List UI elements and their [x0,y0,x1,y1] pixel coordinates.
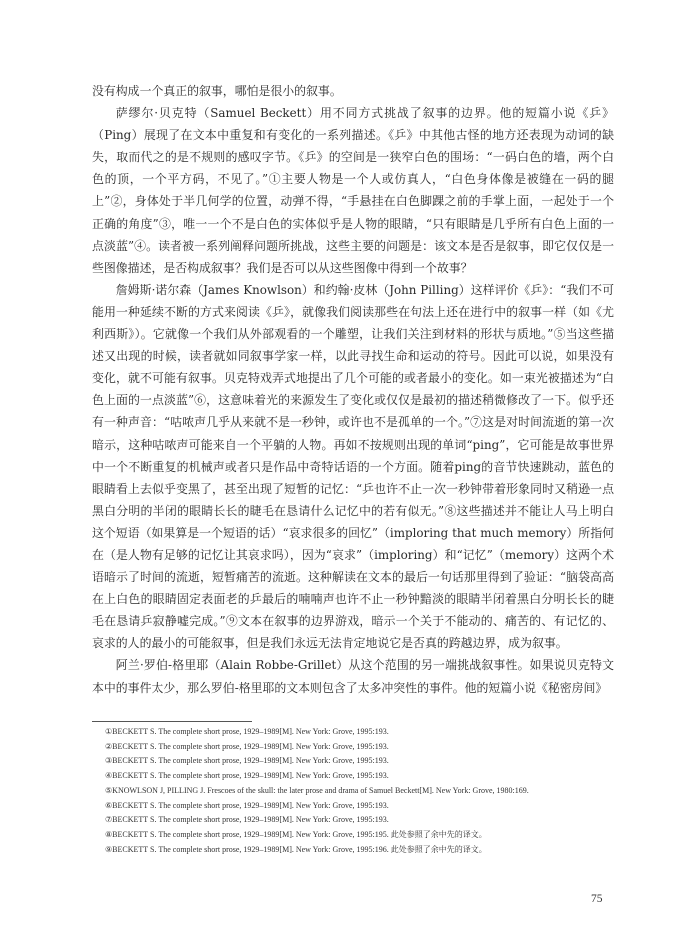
footnotes [105,725,615,857]
footnote-2: ②BECKETT S. The complete short prose, 1929–1989[M]. New York: Grove, 1995:193. [105,741,389,751]
footnote-4: ④BECKETT S. The complete short prose, 1929–1989[M]. New York: Grove, 1995:193. [105,771,389,781]
footnote-divider [92,721,252,722]
paragraph-beckett-ping: 萨缪尔·贝克特（Samuel Beckett）用不同方式挑战了叙事的边界。他的短篇小说《乒》（Ping）展现了在文本中重复和有变化的一系列描述。《乒》中其他古怪的地方还表现为动词的缺失，取而代之的是不规则的感叹字节。《乒》的空间是一狭窄白色的围场：“一码白色的墙，两个白色的顶，一个平方码，不见了。”①主要人物是一个人或仿真人，“白色身体像是被缝在一码的腿上”②，身体处于半几何学的位置，动弹不得，“手悬挂在白色脚踝之前的手掌上面，一起处于一个正确的角度”③，唯一一个不是白色的实体似乎是人物的眼睛，“只有眼睛是几乎所有白色上面的一点淡蓝”④。读者被一系列阐释问题所挑战，这些主要的问题是：该文本是否是叙事，即它仅仅是一些图像描述，是否构成叙事？我们是否可以从这些图像中得到一个故事？ [92,106,614,275]
footnote-5: ⑤KNOWLSON J, PILLING J. Frescoes of the skull: the later prose and drama of Samuel Beckett[M]. New York: Grove, 1980:169. [105,785,529,795]
footnote-1: ①BECKETT S. The complete short prose, 1929–1989[M]. New York: Grove, 1995:193. [105,727,389,736]
paragraph-knowlson-pilling: 詹姆斯·诺尔森（James Knowlson）和约翰·皮林（John Pilling）这样评价《乒》：“我们不可能用一种延续不断的方式来阅读《乒》，就像我们阅读那些在句法上还在进行中的叙事一样（如《尤利西斯》）。它就像一个我们从外部观看的一个雕塑，让我们关注到材料的形状与质地。”⑤当这些描述又出现的时候，读者就如同叙事学家一样，以此寻找生命和运动的符号。因此可以说，如果没有变化，就不可能有叙事。贝克特戏弄式地提出了几个可能的或者最小的变化。如一束光被描述为“白色上面的一点淡蓝”⑥，这意味着光的来源发生了变化或仅仅是最初的描述稍微修改了一下。似乎还有一种声音：“咕哝声几乎从来就不是一秒钟，或许也不是孤单的一个。”⑦这是对时间流逝的第一次暗示，这种咕哝声可能来自一个平躺的人物。再如不按规则出现的单词“ping”，它可能是故事世界中一个不断重复的机械声或者只是作品中奇特话语的一个方面。随着ping的音节快速跳动，蓝色的眼睛看上去似乎变黑了，甚至出现了短暂的记忆：“乒也许不止一次一秒钟带着形象同时又稍逊一点黑白分明的半闭的眼睛长长的睫毛在恳请什么记忆中的若有似无。”⑧这些描述并不能让人马上明白这个短语（如果算是一个短语的话）“哀求很多的回忆”（imploring that much memory）所指何在（是人物有足够的记忆让其哀求吗），因为“哀求”（imploring）和“记忆”（memory）这两个术语暗示了时间的流逝，短暂痛苦的流逝。这种解读在文本的最后一句话那里得到了验证：“脑袋高高在上白色的眼睛固定表面老的乒最后的喃喃声也许不止一秒钟黯淡的眼睛半闭着黑白分明长长的睫毛在恳请乒寂静嘘完成。”⑨文本在叙事的边界游戏，暗示一个关于不能动的、痛苦的、有记忆的、哀求的人的最小的可能叙事，但是我们永远无法肯定地说它是否真的跨越边界，成为叙事。 [92,282,614,651]
footnote-7: ⑦BECKETT S. The complete short prose, 1929–1989[M]. New York: Grove, 1995:193. [105,815,389,825]
body-text [92,80,614,699]
paragraph-robbe-grillet: 阿兰·罗伯-格里耶（Alain Robbe-Grillet）从这个范围的另一端挑战叙事性。如果说贝克特文本中的事件太少，那么罗伯-格里耶的文本则包含了太多冲突性的事件。他的短篇小说《秘密房间》 [92,658,614,695]
page-number: 75 [591,893,603,905]
paragraph-continuation: 没有构成一个真正的叙事，哪怕是很小的叙事。 [92,84,342,98]
footnote-6: ⑥BECKETT S. The complete short prose, 1929–1989[M]. New York: Grove, 1995:193. [105,800,389,810]
footnote-8: ⑧BECKETT S. The complete short prose, 1929–1989[M]. New York: Grove, 1995:195. 此处参照了余中先的译文。 [105,829,487,839]
footnote-3: ③BECKETT S. The complete short prose, 1929–1989[M]. New York: Grove, 1995:193. [105,756,389,766]
footnote-9: ⑨BECKETT S. The complete short prose, 1929–1989[M]. New York: Grove, 1995:196. 此处参照了余中先的译文。 [105,844,487,854]
